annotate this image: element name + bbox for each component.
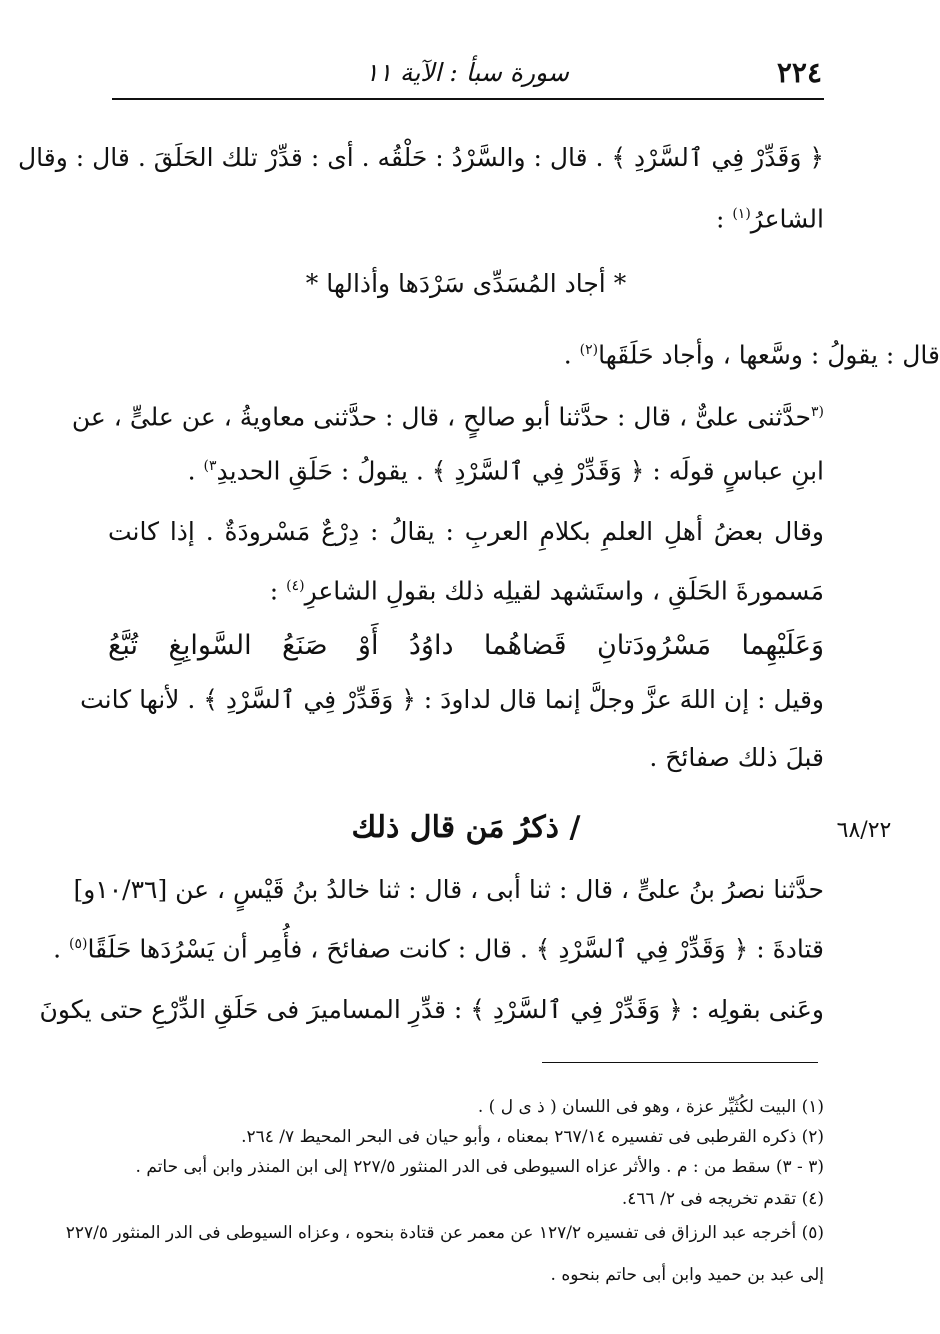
text-line-11 [108,740,824,776]
text-line-1-content: ﴿ وَقَدِّرْ فِي ٱلسَّرْدِ ﴾ . قال : والسَّرْدُ : حَلْقُه . أى : قدِّرْ تلك الحَلَقَ . قال : وقال [18,143,824,172]
page-header [112,50,822,96]
text-line-1 [18,140,824,176]
text-line-10-content: وقيل : إن اللهَ عزَّ وجلَّ إنما قال لداودَ : ﴿ وَقَدِّرْ فِي ٱلسَّرْدِ ﴾ . لأنها كانت [80,685,824,714]
text-line-7 [108,514,824,550]
footnote-3: (٣ - ٣) سقط من : م . والأثر عزاه السيوطى فى الدر المنثور ٢٢٧/٥ إلى ابن المنذر وابن أبى حاتم . [135,1157,824,1177]
text-line-8 [108,568,824,609]
text-line-4-content: قال : يقولُ : وسَّعها ، وأجاد حَلَقَها [598,340,940,370]
running-title: سورة سبأ : الآية ١١ [365,58,569,87]
text-line-6-content: ابنِ عباسٍ قولَه : ﴿ وَقَدِّرْ فِي ٱلسَّرْدِ ﴾ . يقولُ : حَلَقِ الحديدِ [216,456,824,486]
text-line-14 [39,992,824,1028]
verse-text: * أجاد المُسَدِّى سَرْدَها وأذالها * [305,269,627,298]
footnote-ref-2: (٢) [579,342,599,358]
text-line-5 [71,394,824,435]
text-line-12 [73,872,824,908]
text-line-5-content: حدَّثنى علىٌّ ، قال : حدَّثنا أبو صالحٍ ، قال : حدَّثنى معاويةُ ، عن علىٍّ ، عن [71,402,811,432]
footnote-rule [542,1062,818,1063]
page-number: ٢٢٤ [776,56,822,89]
footnote-5-continued: إلى عبد بن حميد وابن أبى حاتم بنحوه . [550,1265,824,1285]
colon-mark: : [715,204,725,234]
period-mark-2: . [187,456,196,486]
text-line-14-content: وعَنى بقولِه : ﴿ وَقَدِّرْ فِي ٱلسَّرْدِ ﴾ : قدِّرِ المساميرَ فى حَلَقِ الدِّرْعِ حتى يكونَ [39,995,824,1024]
poetry-line-content: وَعَلَيْهِما مَسْرُودَتانِ قَضاهُما داوُدُ أَوْ صَنَعُ السَّوابِغِ تُبَّعُ [108,630,824,661]
footnote-ref-5: (٥) [68,936,88,952]
footnote-ref-3-start: (٣ [811,404,824,420]
colon-mark-2: : [269,576,279,606]
text-line-2-content: الشاعرُ [750,204,824,234]
footnote-1: (١) البيت لكُثَيِّر عزة ، وهو فى اللسان ( ذ ى ل ) . [477,1097,824,1117]
period-mark-3: . [53,934,62,964]
margin-reference: ٦٨/٢٢ [836,818,892,843]
footnote-ref-4: (٤) [286,578,305,594]
text-line-2 [108,196,824,237]
verse-line [108,266,824,302]
footnote-4: (٤) تقدم تخريجه فى ٢/ ٤٦٦. [621,1189,824,1209]
section-heading: / ذكرُ مَن قال ذلك [351,810,581,845]
text-line-13 [53,926,824,967]
text-line-10 [80,682,824,718]
period-mark: . [563,340,572,370]
footnote-5: (٥) أخرجه عبد الرزاق فى تفسيره ١٢٧/٢ عن معمر عن قتادة بنحوه ، وعزاه السيوطى فى الدر المنثور ٢٢٧/٥ [65,1223,824,1243]
footnote-ref-3-end: ٣) [203,458,217,474]
text-line-4 [150,332,940,373]
text-line-13-content: قتادةَ : ﴿ وَقَدِّرْ فِي ٱلسَّرْدِ ﴾ . قال : كانت صفائحَ ، فأُمِر أن يَسْرُدَها حَلَقًا [87,934,824,964]
text-line-8-content: مَسمورةَ الحَلَقِ ، واستَشهد لقيلِه ذلك بقولِ الشاعرِ [304,576,824,606]
poetry-line [108,628,824,664]
footnote-2: (٢) ذكره القرطبى فى تفسيره ٢٦٧/١٤ بمعناه ، وأبو حيان فى البحر المحيط ٧/ ٢٦٤. [241,1127,824,1147]
text-line-6 [108,448,824,489]
header-rule [112,98,824,100]
text-line-7-content: وقال بعضُ أهلِ العلمِ بكلامِ العربِ : يقالُ : دِرْعٌ مَسْرودَةٌ . إذا كانت [108,517,824,546]
footnote-ref-1: (١) [732,206,751,222]
text-line-11-content: قبلَ ذلك صفائحَ . [649,743,824,772]
text-line-12-content: حدَّثنا نصرُ بنُ علىٍّ ، قال : ثنا أبى ، قال : ثنا خالدُ بنُ قَيْسٍ ، عن [١٠/٣٦و] [73,875,824,904]
